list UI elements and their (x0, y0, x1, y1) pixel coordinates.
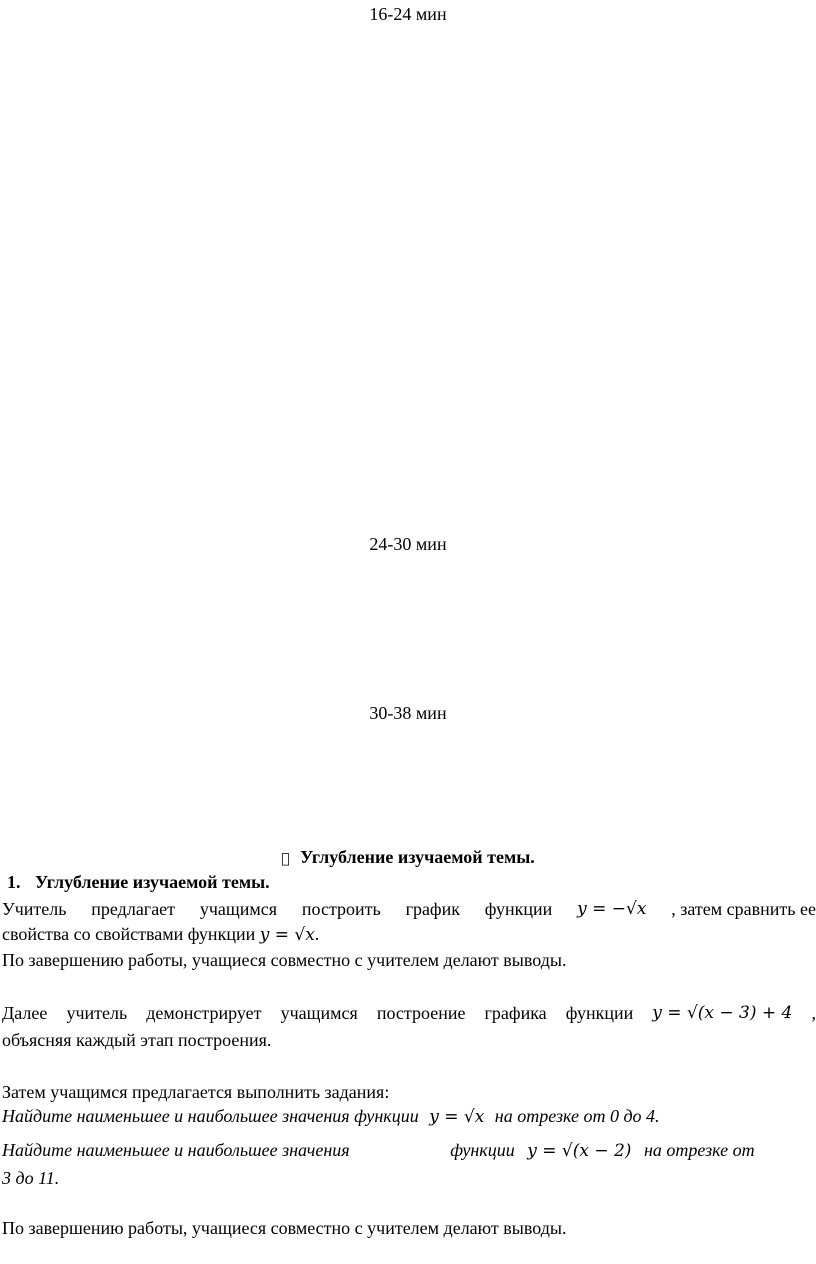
list-heading (7, 872, 270, 893)
word: функции (484, 899, 553, 919)
paragraph-4: Затем учащимся предлагается выполнить задания: (2, 1082, 390, 1102)
text: . (314, 924, 320, 944)
timing-label-3: 30-38 мин (369, 703, 447, 723)
task-2-line-2: 3 до 11. (2, 1168, 60, 1188)
formula: y = √x (259, 925, 315, 945)
task-1-text: Найдите наименьшее и наибольшее значения функции (2, 1106, 419, 1126)
word: графика (484, 1003, 547, 1023)
word: учащимся (280, 1003, 358, 1023)
word: функции (565, 1003, 634, 1023)
list-heading-text: Углубление изучаемой темы. (35, 872, 270, 892)
word: предлагает (91, 899, 176, 919)
text: , затем сравнить ее (671, 899, 816, 919)
task-2-line-1 (2, 1140, 755, 1161)
text: , (811, 1003, 816, 1023)
paragraph-2: По завершению работы, учащиеся совместно с учителем делают выводы. (2, 950, 567, 970)
task-2-text-c: на отрезке от (643, 1140, 755, 1160)
section-heading (0, 847, 816, 868)
word: Учитель (2, 899, 67, 919)
task-1-end: на отрезке от 0 до 4. (494, 1106, 660, 1126)
list-number: 1. (7, 872, 21, 892)
timing-label-1: 16-24 мин (369, 4, 447, 24)
paragraph-3-line-1 (2, 1003, 816, 1024)
paragraph-3-line-2: объясняя каждый этап построения. (2, 1030, 272, 1050)
formula: y = −√x (577, 899, 647, 919)
word: учащимся (199, 899, 278, 919)
text: свойства со свойствами функции (2, 924, 256, 944)
task-2-text-a: Найдите наименьшее и наибольшее значения (2, 1140, 350, 1160)
task-2-text-b: функции (450, 1140, 515, 1160)
formula: y = √x (429, 1107, 485, 1127)
word: Далее (2, 1003, 48, 1023)
paragraph-5: По завершению работы, учащиеся совместно с учителем делают выводы. (2, 1218, 567, 1238)
section-heading-text: Углубление изучаемой темы. (293, 847, 529, 867)
word: демонстрирует (146, 1003, 262, 1023)
word: график (405, 899, 460, 919)
missing-glyph-icon (281, 851, 289, 867)
timing-label-2: 24-30 мин (369, 534, 447, 554)
formula: y = √(x − 2) (527, 1141, 632, 1161)
paragraph-1-line-2 (2, 924, 319, 945)
paragraph-1-line-1 (2, 899, 816, 920)
task-1 (2, 1106, 660, 1127)
word: учитель (66, 1003, 128, 1023)
word: построение (376, 1003, 466, 1023)
word: построить (301, 899, 381, 919)
formula: y = √(x − 3) + 4 (652, 1003, 793, 1023)
